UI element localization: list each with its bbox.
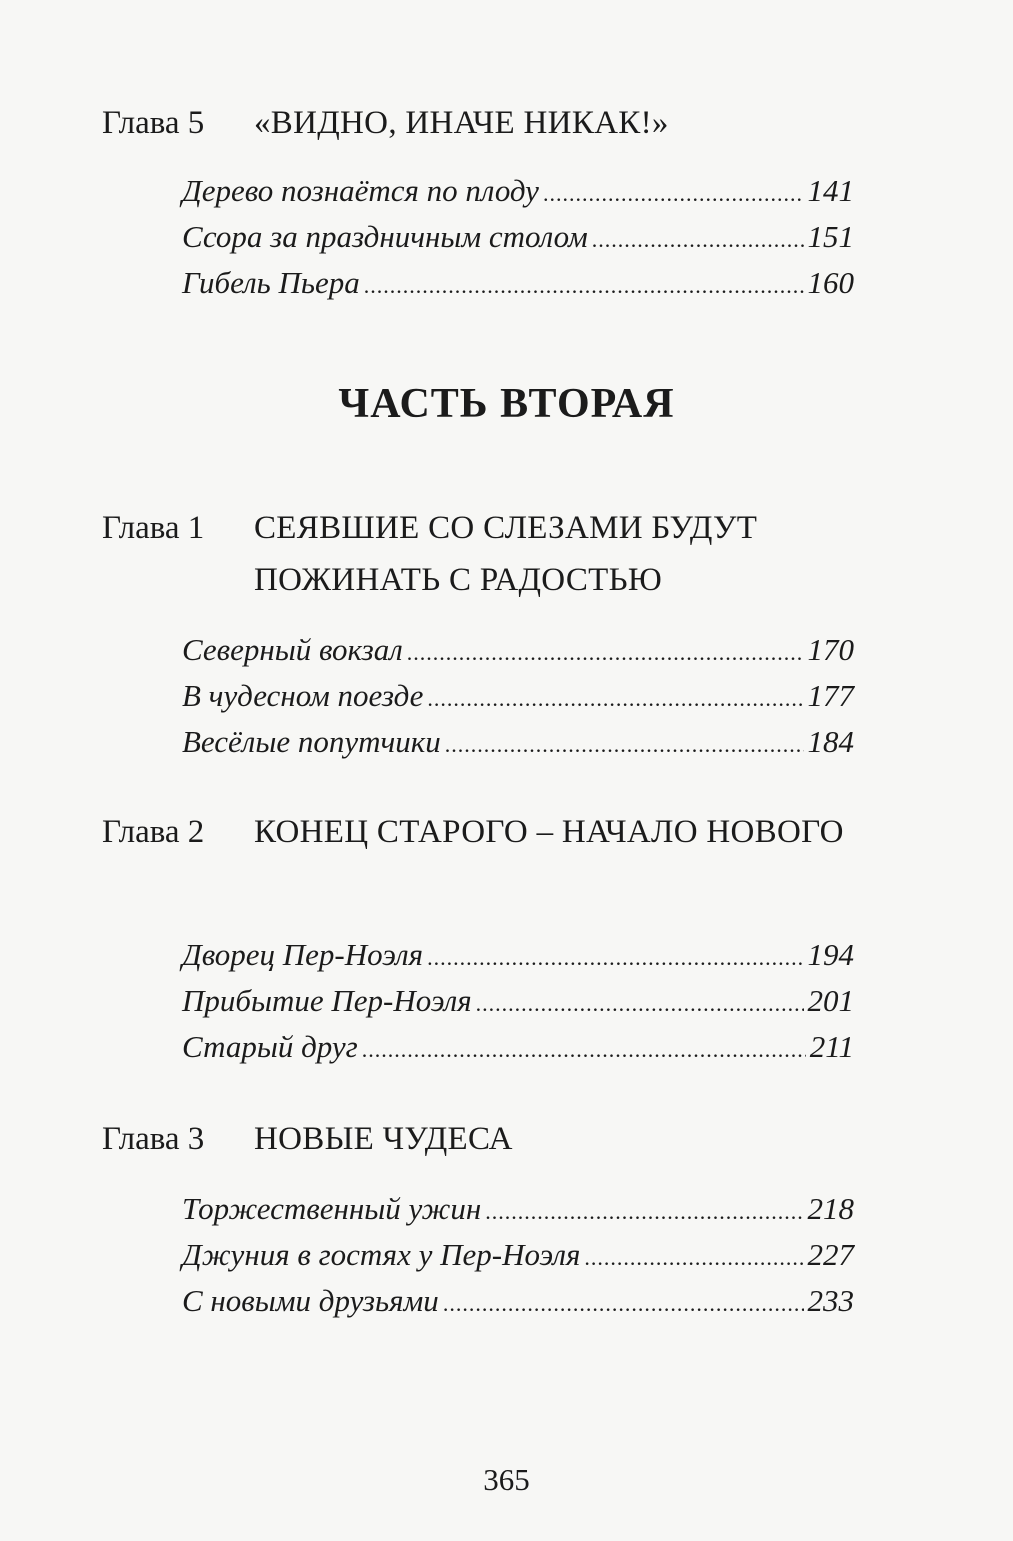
toc-entry[interactable]: [182, 627, 854, 673]
toc-entry[interactable]: [182, 260, 854, 306]
toc-entry[interactable]: [182, 673, 854, 719]
chapter-number: Глава 5: [102, 105, 205, 141]
entry-page: 170: [807, 632, 854, 667]
toc-entry[interactable]: [182, 214, 854, 260]
chapter-title: КОНЕЦ СТАРОГО – НАЧАЛО НОВОГО: [254, 814, 844, 850]
dot-leader: [485, 1189, 803, 1235]
entry-label: Гибель Пьера: [182, 265, 360, 300]
entry-page: 177: [807, 678, 854, 713]
entry-page: 233: [807, 1283, 854, 1318]
entry-label: Прибытие Пер-Ноэля: [182, 983, 472, 1018]
toc-entry[interactable]: [182, 978, 854, 1024]
chapter-entries: [182, 932, 854, 1070]
toc-entry[interactable]: [182, 719, 854, 765]
entry-page: 151: [807, 219, 854, 254]
chapter-heading: [102, 806, 874, 858]
toc-entry[interactable]: [182, 1278, 854, 1324]
chapter-entries: [182, 627, 854, 765]
entry-label: Старый друг: [182, 1029, 358, 1064]
dot-leader: [592, 217, 804, 263]
part-title: ЧАСТЬ ВТОРАЯ: [338, 381, 675, 427]
dot-leader: [427, 935, 803, 981]
chapter-entries: [182, 168, 854, 306]
chapter-title: СЕЯВШИЕ СО СЛЕЗАМИ БУДУТ ПОЖИНАТЬ С РАДОСТЬЮ: [254, 510, 758, 598]
entry-page: 201: [807, 983, 854, 1018]
chapter-number: Глава 1: [102, 510, 205, 546]
toc-entry[interactable]: [182, 1024, 854, 1070]
entry-label: Северный вокзал: [182, 632, 403, 667]
entry-page: 160: [807, 265, 854, 300]
entry-label: В чудесном поезде: [182, 678, 424, 713]
chapter-heading: [102, 1113, 874, 1165]
entry-label: Торжественный ужин: [182, 1191, 482, 1226]
toc-entry[interactable]: [182, 1232, 854, 1278]
entry-label: Дерево познаётся по плоду: [182, 173, 539, 208]
chapter-title: НОВЫЕ ЧУДЕСА: [254, 1121, 513, 1157]
entry-page: 194: [807, 937, 854, 972]
entry-label: Весёлые попутчики: [182, 724, 441, 759]
entry-page: 211: [809, 1029, 854, 1064]
entry-page: 141: [807, 173, 854, 208]
chapter-title: «ВИДНО, ИНАЧЕ НИКАК!»: [254, 105, 669, 141]
entry-page: 184: [807, 724, 854, 759]
toc-entry[interactable]: [182, 1186, 854, 1232]
chapter-heading: [102, 502, 874, 606]
dot-leader: [364, 263, 804, 309]
dot-leader: [476, 981, 804, 1027]
entry-page: 218: [807, 1191, 854, 1226]
chapter-number: Глава 2: [102, 814, 205, 850]
dot-leader: [362, 1027, 806, 1073]
page-number: 365: [483, 1462, 530, 1497]
dot-leader: [407, 630, 804, 676]
toc-entry[interactable]: [182, 932, 854, 978]
dot-leader: [543, 171, 804, 217]
entry-label: Ссора за праздничным столом: [182, 219, 588, 254]
dot-leader: [427, 676, 803, 722]
toc-entry[interactable]: [182, 168, 854, 214]
dot-leader: [445, 722, 804, 768]
entry-page: 227: [807, 1237, 854, 1272]
chapter-entries: [182, 1186, 854, 1324]
entry-label: С новыми друзьями: [182, 1283, 439, 1318]
dot-leader: [584, 1235, 803, 1281]
chapter-number: Глава 3: [102, 1121, 205, 1157]
entry-label: Дворец Пер-Ноэля: [182, 937, 424, 972]
entry-label: Джуния в гостях у Пер-Ноэля: [182, 1237, 581, 1272]
dot-leader: [443, 1281, 804, 1327]
chapter-heading: [102, 97, 874, 149]
